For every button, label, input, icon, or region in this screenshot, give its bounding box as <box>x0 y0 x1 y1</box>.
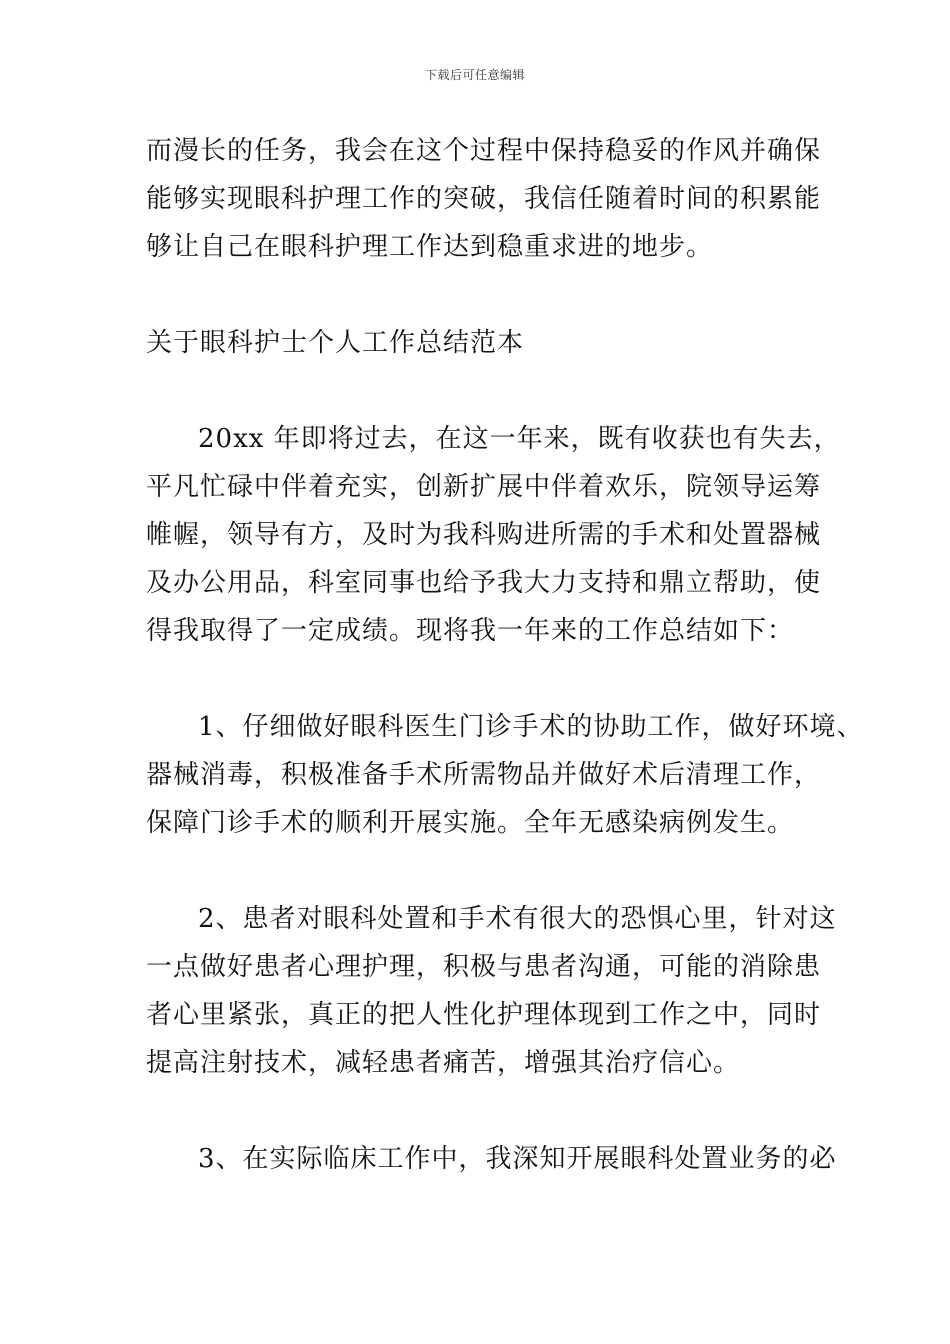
paragraph-gap <box>146 271 836 319</box>
text-line: 及办公用品，科室同事也给予我大力支持和鼎立帮助，使 <box>146 568 822 598</box>
text-line: 一点做好患者心理护理，积极与患者沟通，可能的消除患 <box>146 952 822 982</box>
text-line: 者心里紧张，真正的把人性化护理体现到工作之中，同时 <box>146 1000 822 1030</box>
text-line: 1、仔细做好眼科医生门诊手术的协助工作，做好环境、 <box>198 712 864 742</box>
section-title: 关于眼科护士个人工作总结范本 <box>146 328 525 358</box>
text-line: 器械消毒，积极准备手术所需物品并做好术后清理工作， <box>146 760 822 790</box>
header-note: 下载后可任意编辑 <box>424 68 525 82</box>
paragraph-gap <box>146 1087 836 1135</box>
text-line: 3、在实际临床工作中，我深知开展眼科处置业务的必 <box>198 1144 837 1174</box>
text-line: 帷幄，领导有方，及时为我科购进所需的手术和处置器械 <box>146 520 822 550</box>
text-line: 够让自己在眼科护理工作达到稳重求进的地步。 <box>146 232 714 262</box>
text-line: 保障门诊手术的顺利开展实施。全年无感染病例发生。 <box>146 808 795 838</box>
text-line: 提高注射技术，减轻患者痛苦，增强其治疗信心。 <box>146 1048 741 1078</box>
text-line: 得我取得了一定成绩。现将我一年来的工作总结如下： <box>146 616 795 646</box>
document-body <box>146 127 864 1183</box>
text-line: 平凡忙碌中伴着充实，创新扩展中伴着欢乐，院领导运筹 <box>146 472 822 502</box>
text-line: 2、患者对眼科处置和手术有很大的恐惧心里，针对这 <box>198 904 837 934</box>
paragraph-gap <box>146 655 836 703</box>
text-line: 而漫长的任务，我会在这个过程中保持稳妥的作风并确保 <box>146 136 822 166</box>
text-line: 能够实现眼科护理工作的突破，我信任随着时间的积累能 <box>146 184 822 214</box>
text-line: 20xx 年即将过去，在这一年来，既有收获也有失去， <box>198 424 841 454</box>
paragraph-gap <box>146 367 836 415</box>
paragraph-gap <box>146 847 836 895</box>
